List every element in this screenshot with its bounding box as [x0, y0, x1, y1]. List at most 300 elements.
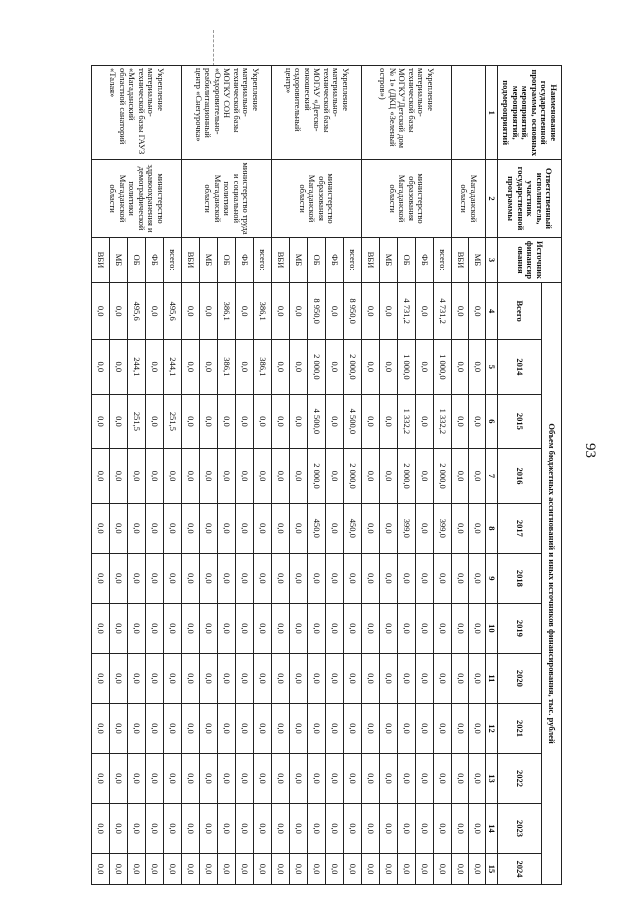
year-value: 0,0 — [110, 449, 128, 504]
total-value: 0,0 — [272, 283, 290, 340]
total-value: 4 731,2 — [434, 283, 452, 340]
total-value: 0,0 — [200, 283, 218, 340]
year-value: 0,0 — [362, 653, 380, 703]
year-value: 0,0 — [290, 703, 308, 753]
year-value: 0,0 — [110, 854, 128, 885]
year-value: 0,0 — [164, 653, 182, 703]
year-value: 2 000,0 — [398, 449, 416, 504]
column-number: 11 — [486, 653, 498, 703]
year-value: 0,0 — [146, 394, 164, 449]
total-value: 0,0 — [452, 283, 469, 340]
year-value: 0,0 — [254, 603, 272, 653]
year-value: 0,0 — [452, 340, 469, 395]
year-value: 0,0 — [200, 803, 218, 853]
year-value: 0,0 — [434, 653, 452, 703]
total-value: 0,0 — [236, 283, 254, 340]
year-value: 0,0 — [182, 503, 200, 553]
column-number: 2 — [486, 160, 498, 237]
year-value: 0,0 — [146, 753, 164, 803]
column-number-row — [486, 66, 498, 885]
year-value: 0,0 — [146, 553, 164, 603]
year-value: 0,0 — [434, 803, 452, 853]
header-year: 2023 — [498, 803, 542, 853]
year-value: 0,0 — [254, 703, 272, 753]
year-value: 0,0 — [362, 854, 380, 885]
year-value: 0,0 — [272, 753, 290, 803]
year-value: 1 332,2 — [398, 394, 416, 449]
year-value: 0,0 — [182, 603, 200, 653]
table-row — [344, 66, 362, 885]
year-value: 0,0 — [110, 703, 128, 753]
year-value: 0,0 — [290, 503, 308, 553]
column-number: 13 — [486, 753, 498, 803]
year-value: 0,0 — [380, 653, 398, 703]
year-value: 0,0 — [164, 503, 182, 553]
header-year: 2015 — [498, 394, 542, 449]
year-value: 0,0 — [182, 854, 200, 885]
total-value: 8 950,0 — [308, 283, 326, 340]
year-value: 0,0 — [254, 553, 272, 603]
year-value: 0,0 — [452, 854, 469, 885]
year-value: 4 500,0 — [308, 394, 326, 449]
year-value: 251,5 — [128, 394, 146, 449]
year-value: 0,0 — [290, 394, 308, 449]
year-value: 0,0 — [344, 603, 362, 653]
funding-source: МБ — [469, 237, 486, 282]
header-source: Источник финансирования — [498, 237, 562, 282]
year-value: 4 500,0 — [344, 394, 362, 449]
year-value: 0,0 — [380, 703, 398, 753]
year-value: 0,0 — [344, 653, 362, 703]
year-value: 0,0 — [398, 854, 416, 885]
funding-source: всего: — [164, 237, 182, 282]
header-total: Всего — [498, 283, 542, 340]
year-value: 0,0 — [326, 653, 344, 703]
year-value: 1 000,0 — [398, 340, 416, 395]
year-value: 0,0 — [308, 653, 326, 703]
year-value: 386,1 — [218, 340, 236, 395]
year-value: 0,0 — [146, 340, 164, 395]
header-year: 2016 — [498, 449, 542, 504]
total-value: 386,1 — [254, 283, 272, 340]
year-value: 0,0 — [254, 803, 272, 853]
year-value: 0,0 — [398, 603, 416, 653]
year-value: 0,0 — [92, 503, 110, 553]
total-value: 0,0 — [92, 283, 110, 340]
year-value: 0,0 — [326, 394, 344, 449]
year-value: 0,0 — [272, 503, 290, 553]
year-value: 0,0 — [110, 653, 128, 703]
responsible-executor: Магаданской области — [452, 160, 486, 237]
header-year: 2019 — [498, 603, 542, 653]
year-value: 0,0 — [398, 553, 416, 603]
year-value: 0,0 — [434, 854, 452, 885]
year-value: 0,0 — [326, 603, 344, 653]
year-value: 0,0 — [452, 703, 469, 753]
year-value: 0,0 — [146, 854, 164, 885]
year-value: 0,0 — [110, 340, 128, 395]
year-value: 0,0 — [218, 394, 236, 449]
year-value: 0,0 — [236, 603, 254, 653]
year-value: 0,0 — [200, 553, 218, 603]
year-value: 0,0 — [146, 703, 164, 753]
year-value: 0,0 — [128, 854, 146, 885]
year-value: 0,0 — [380, 449, 398, 504]
funding-source: ВБИ — [272, 237, 290, 282]
year-value: 0,0 — [326, 753, 344, 803]
year-value: 0,0 — [164, 854, 182, 885]
year-value: 0,0 — [164, 703, 182, 753]
year-value: 0,0 — [218, 703, 236, 753]
year-value: 0,0 — [416, 340, 434, 395]
year-value: 0,0 — [272, 854, 290, 885]
year-value: 0,0 — [128, 753, 146, 803]
year-value: 0,0 — [344, 703, 362, 753]
year-value: 0,0 — [380, 753, 398, 803]
year-value: 2 000,0 — [434, 449, 452, 504]
total-value: 0,0 — [362, 283, 380, 340]
year-value: 0,0 — [290, 753, 308, 803]
year-value: 0,0 — [182, 753, 200, 803]
year-value: 0,0 — [326, 503, 344, 553]
column-number: 14 — [486, 803, 498, 853]
year-value: 0,0 — [236, 553, 254, 603]
year-value: 0,0 — [92, 394, 110, 449]
year-value: 1 000,0 — [434, 340, 452, 395]
total-value: 495,6 — [128, 283, 146, 340]
year-value: 244,1 — [164, 340, 182, 395]
year-value: 0,0 — [344, 854, 362, 885]
column-number: 1 — [486, 66, 498, 160]
table-row — [434, 66, 452, 885]
column-number: 7 — [486, 449, 498, 504]
year-value: 0,0 — [92, 449, 110, 504]
year-value: 0,0 — [469, 449, 486, 504]
rotated-table-wrapper — [77, 65, 562, 885]
year-value: 0,0 — [290, 553, 308, 603]
responsible-executor: министерство труда и социальной политики Магаданской области — [182, 160, 272, 237]
year-value: 0,0 — [380, 603, 398, 653]
year-value: 0,0 — [218, 854, 236, 885]
year-value: 0,0 — [416, 854, 434, 885]
year-value: 0,0 — [92, 553, 110, 603]
year-value: 0,0 — [272, 603, 290, 653]
year-value: 0,0 — [416, 803, 434, 853]
funding-source: ВБИ — [362, 237, 380, 282]
total-value: 4 731,2 — [398, 283, 416, 340]
year-value: 0,0 — [110, 603, 128, 653]
column-number: 6 — [486, 394, 498, 449]
budget-table — [91, 65, 562, 885]
funding-source: МБ — [380, 237, 398, 282]
year-value: 0,0 — [200, 449, 218, 504]
year-value: 0,0 — [380, 340, 398, 395]
year-value: 0,0 — [469, 503, 486, 553]
year-value: 0,0 — [452, 449, 469, 504]
year-value: 0,0 — [469, 394, 486, 449]
year-value: 0,0 — [128, 503, 146, 553]
year-value: 0,0 — [308, 703, 326, 753]
year-value: 0,0 — [236, 653, 254, 703]
year-value: 2 000,0 — [344, 449, 362, 504]
year-value: 0,0 — [362, 449, 380, 504]
year-value: 0,0 — [362, 503, 380, 553]
year-value: 0,0 — [92, 340, 110, 395]
year-value: 0,0 — [236, 854, 254, 885]
funding-source: всего: — [434, 237, 452, 282]
year-value: 0,0 — [452, 553, 469, 603]
funding-source: ВБИ — [182, 237, 200, 282]
year-value: 0,0 — [218, 753, 236, 803]
year-value: 0,0 — [469, 703, 486, 753]
year-value: 0,0 — [362, 340, 380, 395]
funding-source: ОБ — [308, 237, 326, 282]
total-value: 0,0 — [326, 283, 344, 340]
year-value: 1 332,2 — [434, 394, 452, 449]
funding-source: ФБ — [146, 237, 164, 282]
year-value: 0,0 — [290, 653, 308, 703]
responsible-executor: министерство образования Магаданской области — [362, 160, 452, 237]
funding-source: ВБИ — [92, 237, 110, 282]
year-value: 0,0 — [128, 703, 146, 753]
year-value: 0,0 — [290, 340, 308, 395]
year-value: 0,0 — [452, 753, 469, 803]
year-value: 0,0 — [236, 753, 254, 803]
year-value: 0,0 — [128, 653, 146, 703]
year-value: 0,0 — [416, 394, 434, 449]
year-value: 0,0 — [200, 854, 218, 885]
responsible-executor: министерство образования Магаданской области — [272, 160, 362, 237]
year-value: 0,0 — [362, 394, 380, 449]
year-value: 0,0 — [164, 753, 182, 803]
year-value: 0,0 — [182, 449, 200, 504]
funding-source: ОБ — [128, 237, 146, 282]
header-year: 2022 — [498, 753, 542, 803]
year-value: 0,0 — [164, 553, 182, 603]
year-value: 0,0 — [236, 503, 254, 553]
event-name: Укрепление материально-технической базы ГАУЗ «Магаданский областной санаторий «Талая» — [92, 66, 182, 160]
year-value: 0,0 — [398, 703, 416, 753]
year-value: 0,0 — [362, 553, 380, 603]
total-value: 0,0 — [182, 283, 200, 340]
year-value: 0,0 — [362, 703, 380, 753]
total-value: 0,0 — [469, 283, 486, 340]
year-value: 0,0 — [182, 803, 200, 853]
total-value: 8 950,0 — [344, 283, 362, 340]
year-value: 0,0 — [200, 653, 218, 703]
year-value: 0,0 — [344, 753, 362, 803]
year-value: 399,0 — [434, 503, 452, 553]
year-value: 0,0 — [92, 703, 110, 753]
year-value: 0,0 — [146, 603, 164, 653]
year-value: 0,0 — [218, 553, 236, 603]
year-value: 0,0 — [164, 603, 182, 653]
year-value: 0,0 — [272, 553, 290, 603]
funding-source: ФБ — [416, 237, 434, 282]
event-name: Укрепление материально-технической базы МОГКУ"Детский дом № 1» (ДКЦ «Зеленый остров») — [362, 66, 452, 160]
year-value: 0,0 — [272, 703, 290, 753]
year-value: 0,0 — [272, 803, 290, 853]
year-value: 0,0 — [110, 503, 128, 553]
year-value: 0,0 — [254, 653, 272, 703]
year-value: 0,0 — [200, 340, 218, 395]
year-value: 0,0 — [469, 803, 486, 853]
year-value: 0,0 — [218, 803, 236, 853]
year-value: 0,0 — [254, 503, 272, 553]
funding-source: ФБ — [236, 237, 254, 282]
year-value: 0,0 — [218, 653, 236, 703]
year-value: 0,0 — [128, 449, 146, 504]
table-row — [469, 66, 486, 885]
year-value: 0,0 — [308, 753, 326, 803]
column-number: 15 — [486, 854, 498, 885]
year-value: 0,0 — [434, 703, 452, 753]
year-value: 0,0 — [164, 803, 182, 853]
year-value: 0,0 — [110, 803, 128, 853]
year-value: 0,0 — [398, 653, 416, 703]
year-value: 0,0 — [416, 753, 434, 803]
year-value: 0,0 — [326, 340, 344, 395]
year-value: 0,0 — [362, 753, 380, 803]
funding-source: ОБ — [398, 237, 416, 282]
funding-source: ВБИ — [452, 237, 469, 282]
header-responsible: Ответственный исполнитель, участник государственной программы — [498, 160, 562, 237]
year-value: 0,0 — [236, 394, 254, 449]
year-value: 0,0 — [164, 449, 182, 504]
year-value: 0,0 — [380, 854, 398, 885]
year-value: 0,0 — [182, 553, 200, 603]
column-number: 4 — [486, 283, 498, 340]
column-number: 8 — [486, 503, 498, 553]
year-value: 0,0 — [290, 603, 308, 653]
header-volume: Объем бюджетных ассигнований и иных источников финансирования, тыс. рублей — [542, 283, 562, 885]
year-value: 0,0 — [146, 449, 164, 504]
year-value: 0,0 — [200, 394, 218, 449]
total-value: 386,1 — [218, 283, 236, 340]
year-value: 0,0 — [254, 394, 272, 449]
funding-source: всего: — [344, 237, 362, 282]
header-year: 2018 — [498, 553, 542, 603]
year-value: 0,0 — [110, 394, 128, 449]
header-year: 2024 — [498, 854, 542, 885]
header-name: Наименование государственной программы, основных мероприятий, мероприятий, подмероприятий — [498, 66, 562, 160]
column-number: 5 — [486, 340, 498, 395]
year-value: 0,0 — [272, 449, 290, 504]
year-value: 0,0 — [326, 703, 344, 753]
year-value: 0,0 — [92, 603, 110, 653]
header-year: 2017 — [498, 503, 542, 553]
year-value: 0,0 — [236, 803, 254, 853]
year-value: 0,0 — [469, 603, 486, 653]
year-value: 0,0 — [416, 703, 434, 753]
year-value: 2 000,0 — [308, 449, 326, 504]
year-value: 0,0 — [344, 553, 362, 603]
total-value: 0,0 — [146, 283, 164, 340]
year-value: 0,0 — [434, 753, 452, 803]
year-value: 0,0 — [326, 553, 344, 603]
year-value: 0,0 — [236, 703, 254, 753]
responsible-executor: министерство здравоохранения и демографической политики Магаданской области — [92, 160, 182, 237]
year-value: 386,1 — [254, 340, 272, 395]
funding-source: ОБ — [218, 237, 236, 282]
year-value: 0,0 — [290, 854, 308, 885]
year-value: 0,0 — [469, 653, 486, 703]
year-value: 0,0 — [380, 803, 398, 853]
total-value: 0,0 — [290, 283, 308, 340]
year-value: 244,1 — [128, 340, 146, 395]
year-value: 0,0 — [236, 340, 254, 395]
year-value: 450,0 — [344, 503, 362, 553]
year-value: 0,0 — [182, 394, 200, 449]
year-value: 0,0 — [128, 553, 146, 603]
year-value: 0,0 — [326, 803, 344, 853]
year-value: 0,0 — [200, 603, 218, 653]
year-value: 0,0 — [218, 503, 236, 553]
scan-mark — [213, 30, 215, 66]
year-value: 0,0 — [308, 553, 326, 603]
year-value: 0,0 — [290, 803, 308, 853]
column-number: 9 — [486, 553, 498, 603]
funding-source: ФБ — [326, 237, 344, 282]
year-value: 0,0 — [254, 753, 272, 803]
year-value: 0,0 — [128, 603, 146, 653]
year-value: 0,0 — [182, 703, 200, 753]
event-name: Укрепление материально-технической базы МОГАУ «Детско-юношеский оздоровительный центр» — [272, 66, 362, 160]
year-value: 0,0 — [200, 703, 218, 753]
year-value: 0,0 — [92, 753, 110, 803]
year-value: 0,0 — [272, 394, 290, 449]
header-year: 2021 — [498, 703, 542, 753]
table-row — [164, 66, 182, 885]
column-number: 12 — [486, 703, 498, 753]
year-value: 2 000,0 — [344, 340, 362, 395]
year-value: 0,0 — [380, 503, 398, 553]
year-value: 0,0 — [452, 803, 469, 853]
year-value: 0,0 — [92, 653, 110, 703]
year-value: 2 000,0 — [308, 340, 326, 395]
year-value: 0,0 — [416, 449, 434, 504]
year-value: 0,0 — [452, 603, 469, 653]
total-value: 0,0 — [416, 283, 434, 340]
year-value: 0,0 — [146, 503, 164, 553]
year-value: 0,0 — [416, 603, 434, 653]
year-value: 0,0 — [452, 394, 469, 449]
year-value: 0,0 — [200, 753, 218, 803]
funding-source: всего: — [254, 237, 272, 282]
column-number: 10 — [486, 603, 498, 653]
year-value: 0,0 — [92, 854, 110, 885]
page-number: 93 — [582, 443, 598, 458]
year-value: 0,0 — [218, 603, 236, 653]
year-value: 0,0 — [308, 803, 326, 853]
year-value: 0,0 — [236, 449, 254, 504]
year-value: 0,0 — [146, 653, 164, 703]
year-value: 0,0 — [110, 753, 128, 803]
total-value: 495,6 — [164, 283, 182, 340]
year-value: 0,0 — [452, 503, 469, 553]
year-value: 0,0 — [452, 653, 469, 703]
year-value: 0,0 — [362, 603, 380, 653]
year-value: 450,0 — [308, 503, 326, 553]
year-value: 0,0 — [182, 340, 200, 395]
year-value: 0,0 — [434, 603, 452, 653]
header-year: 2020 — [498, 653, 542, 703]
year-value: 251,5 — [164, 394, 182, 449]
year-value: 0,0 — [398, 803, 416, 853]
year-value: 0,0 — [416, 503, 434, 553]
year-value: 0,0 — [469, 753, 486, 803]
year-value: 0,0 — [218, 449, 236, 504]
